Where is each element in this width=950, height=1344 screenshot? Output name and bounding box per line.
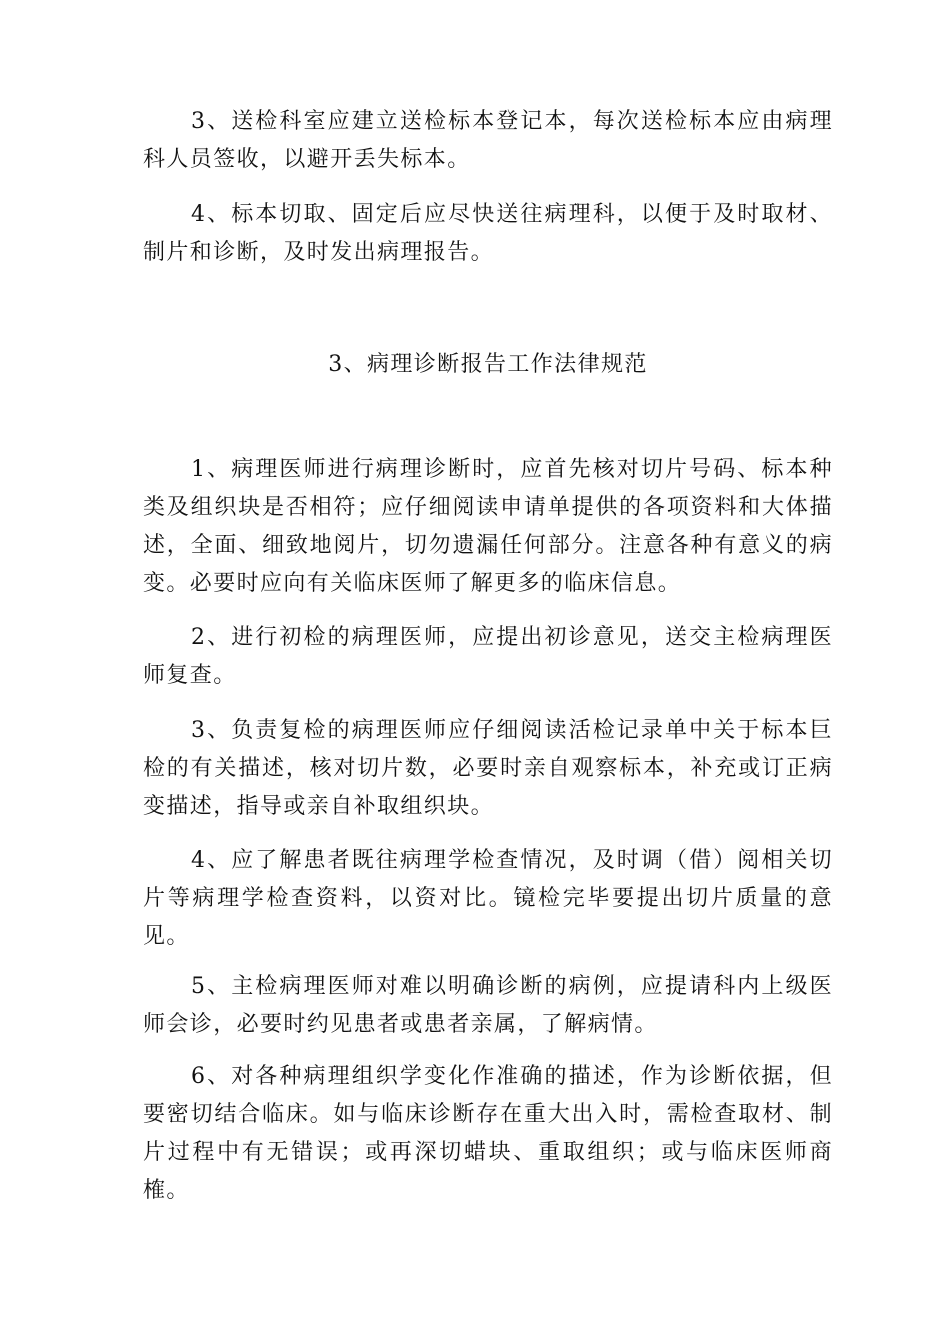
paragraph-specimen-registration: 3、送检科室应建立送检标本登记本，每次送检标本应由病理科人员签收，以避开丢失标本。	[143, 109, 833, 172]
paragraph-specimen-delivery: 4、标本切取、固定后应尽快送往病理科，以便于及时取材、制片和诊断，及时发出病理报告。	[143, 202, 833, 265]
section-heading: 3、病理诊断报告工作法律规范	[328, 352, 648, 377]
paragraph-history-review: 4、应了解患者既往病理学检查情况，及时调（借）阅相关切片等病理学检查资料，以资对比。镜检完毕要提出切片质量的意见。	[143, 848, 833, 949]
paragraph-description: 6、对各种病理组织学变化作准确的描述，作为诊断依据，但要密切结合临床。如与临床诊断存在重大出入时，需检查取材、制片过程中有无错误；或再深切蜡块、重取组织；或与临床医师商榷。	[143, 1064, 833, 1203]
paragraph-consultation: 5、主检病理医师对难以明确诊断的病例，应提请科内上级医师会诊，必要时约见患者或患者亲属，了解病情。	[143, 974, 833, 1037]
paragraph-diagnosis-check: 1、病理医师进行病理诊断时，应首先核对切片号码、标本种类及组织块是否相符；应仔细阅读申请单提供的各项资料和大体描述，全面、细致地阅片，切勿遗漏任何部分。注意各种有意义的病变。必要时应向有关临床医师了解更多的临床信息。	[143, 457, 833, 596]
paragraph-initial-exam: 2、进行初检的病理医师，应提出初诊意见，送交主检病理医师复查。	[143, 625, 833, 688]
paragraph-review-exam: 3、负责复检的病理医师应仔细阅读活检记录单中关于标本巨检的有关描述，核对切片数，必要时亲自观察标本，补充或订正病变描述，指导或亲自补取组织块。	[143, 718, 833, 819]
